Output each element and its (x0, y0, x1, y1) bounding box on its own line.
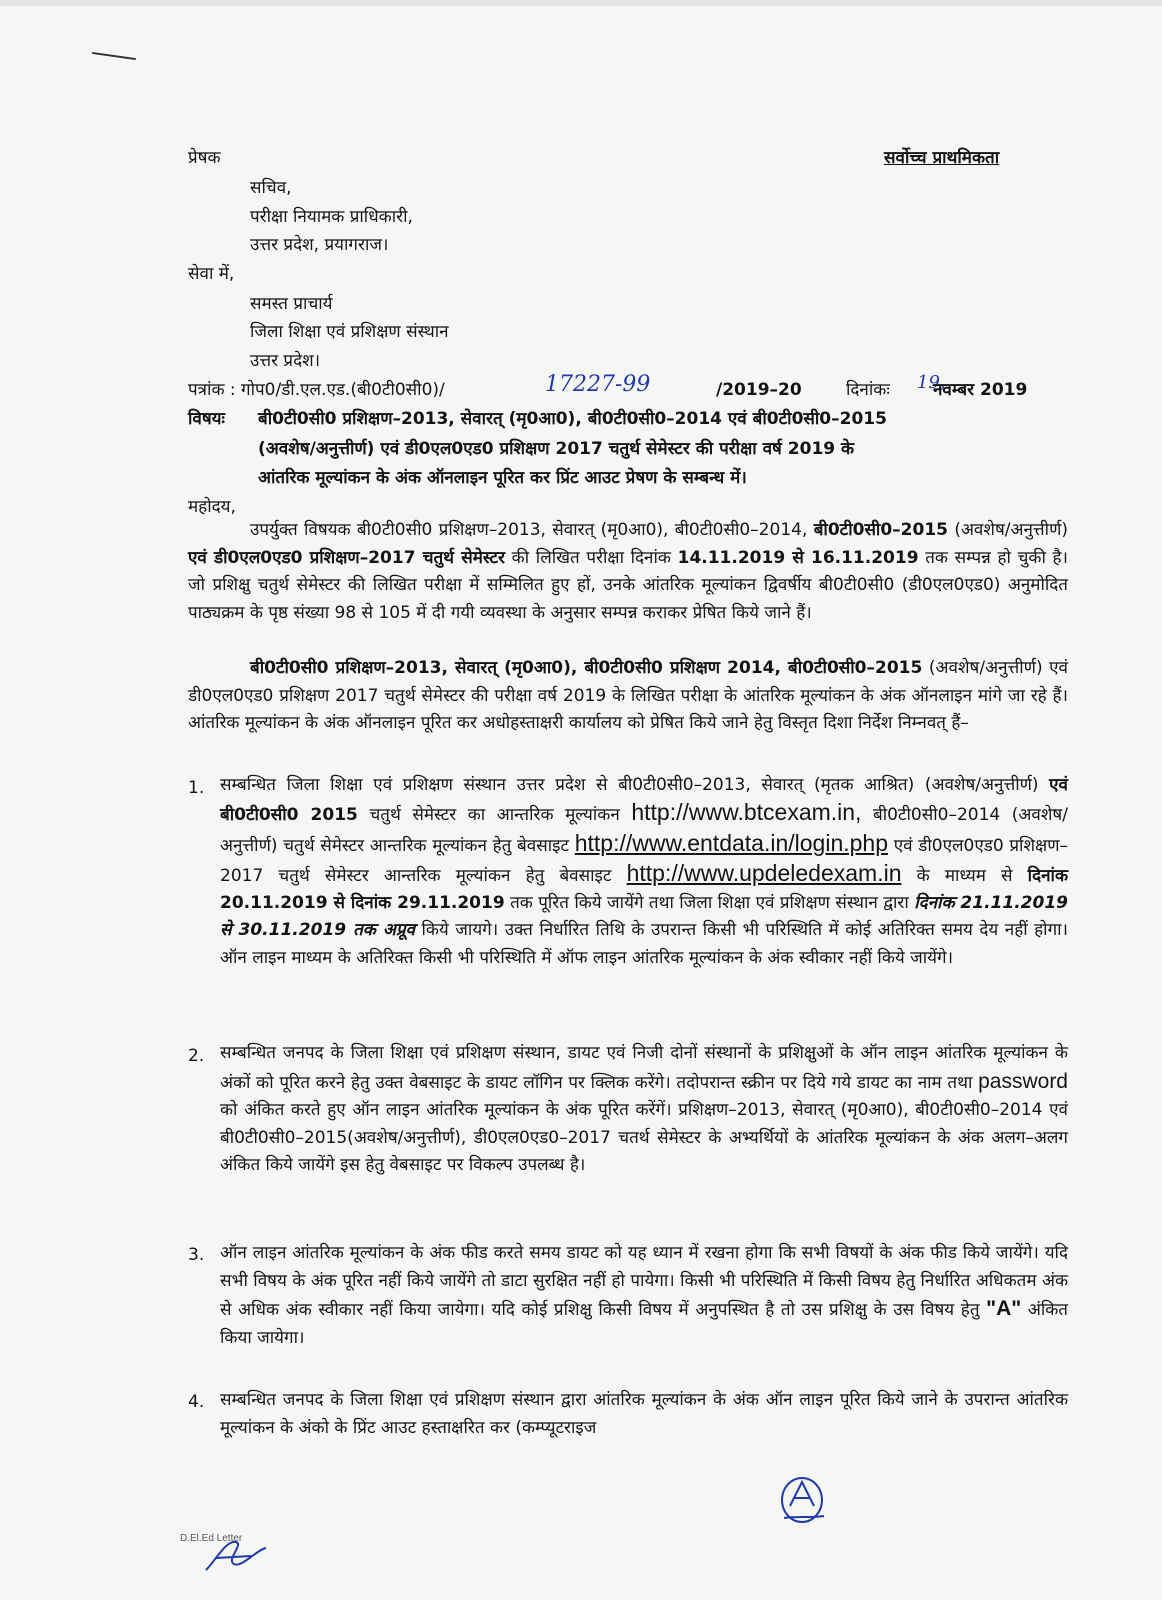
updeledexam-link[interactable]: http://www.updeledexam.in (626, 859, 902, 886)
subject-label: विषयः (188, 409, 225, 429)
ref-number: 17227-99 (545, 372, 651, 397)
date-day: 19, (917, 372, 946, 393)
para2-text-b: (अवशेष/अनुत्तीर्ण) एवं डी0एल0एड0 प्रशिक्षण 2017 चतुर्थ सेमेस्टर की परीक्षा वर्ष 2019 के लिखित परीक्षा के आंतरिक मूल्यांकन के अंक ऑनलाइन मांगे जा रहे हैं। आंतरिक मूल्यांकन के अंक ऑनलाइन पूरित कर अधोहस्ताक्षरी कार्यालय को प्रेषित किये जाने हेतु विस्तृत दिशा निर्देश निम्नवत् हैं– (188, 658, 1069, 734)
item-1-number: 1. (188, 778, 205, 798)
subject-text-1: बी0टी0सी0 प्रशिक्षण–2013, सेवारत् (मृ0आ0), बी0टी0सी0–2014 एवं बी0टी0सी0–2015 (258, 409, 887, 429)
btcexam-link[interactable]: http://www.btcexam.in, (631, 799, 862, 826)
sender-line-1: सचिव, (250, 178, 292, 198)
pen-mark (92, 52, 136, 60)
recipient-line-1: समस्त प्राचार्य (250, 294, 333, 314)
para1-bold-f: 14.11.2019 से 16.11.2019 (677, 547, 919, 568)
ref-year: /2019–20 (716, 380, 802, 400)
item-3-number: 3. (188, 1245, 205, 1265)
entdata-link[interactable]: http://www.entdata.in/login.php (574, 829, 888, 856)
sender-line-3: उत्तर प्रदेश, प्रयागराज। (250, 235, 389, 255)
initials-signature (196, 1530, 286, 1580)
to-label: सेवा में, (188, 264, 235, 284)
item-4-number: 4. (188, 1392, 205, 1412)
para2-bold-a: बी0टी0सी0 प्रशिक्षण–2013, सेवारत् (मृ0आ0), बी0टी0सी0 प्रशिक्षण 2014, बी0टी0सी0–2015 (250, 658, 923, 678)
item-2-number: 2. (188, 1046, 205, 1066)
date-rest: नवम्बर 2019 (933, 380, 1028, 400)
item3-text-b: अंकित किया जायेगा। (220, 1300, 1068, 1348)
file-label: D.El.Ed Letter (180, 1533, 243, 1544)
item1-text-a: सम्बन्धित जिला शिक्षा एवं प्रशिक्षण संस्थान उत्तर प्रदेश से बी0टी0सी0–2013, सेवारत् (मृतक आश्रित) (अवशेष/अनुत्तीर्ण) (220, 775, 1050, 795)
para1-text-g: तक सम्पन्न हो चुकी है। जो प्रशिक्षु चतुर्थ सेमेस्टर की लिखित परीक्षा में सम्मिलित हुए हों, उनके आंतरिक मूल्यांकन द्विवर्षीय बी0टी0सी0 (डी0एल0एड0) अनुमोदित पाठ्यक्रम के पृष्ठ संख्या 98 से 105 में दी गयी व्यवस्था के अनुसार सम्पन्न कराकर प्रेषित किये जाने हैं। (188, 547, 1068, 623)
subject-line-1 (258, 407, 1066, 431)
salutation: महोदय, (188, 497, 236, 517)
recipient-line-3: उत्तर प्रदेश। (250, 351, 321, 371)
item-3-text (220, 1239, 1068, 1352)
para1-text-a: उपर्युक्त विषयक बी0टी0सी0 प्रशिक्षण–2013, सेवारत् (मृ0आ0), बी0टी0सी0–2014, (250, 520, 808, 540)
item4-text-a: सम्बन्धित जनपद के जिला शिक्षा एवं प्रशिक्षण संस्थान द्वारा आंतरिक मूल्यांकन के अंक ऑन लाइन पूरित किये जाने के उपरान्त आंतरिक मूल्यांकन के अंको के प्रिंट आउट हस्ताक्षरित कर (कम्प्यूटराइज (220, 1390, 1068, 1438)
item-1-text (220, 772, 1068, 972)
para1-text-e: की लिखित परीक्षा दिनांक (505, 547, 678, 568)
paragraph-2 (188, 655, 1068, 738)
para1-text-c: (अवशेष/अनुत्तीर्ण) (947, 520, 1068, 540)
item1-text-e: एवं डी0एल0एड0 प्रशिक्षण–2017 चतुर्थ सेमेस्टर आन्तरिक मूल्यांकन हेतु बेवसाइट (220, 835, 1068, 886)
absent-mark: "A" (986, 1297, 1022, 1320)
subject-line-2 (258, 437, 1066, 461)
item2-text-a: सम्बन्धित जनपद के जिला शिक्षा एवं प्रशिक्षण संस्थान, डायट एवं निजी दोनों संस्थानों के प्रशिक्षुओं के ऑन लाइन आंतरिक मूल्यांकन के अंकों को पूरित करने हेतु उक्त वेबसाइट के डायट लॉगिन पर क्लिक करेंगे। तदोपरान्त स्क्रीन पर दिये गये डायट का नाम तथा (220, 1043, 1068, 1093)
item1-bold-b: एवं बी0टी0सी0 2015 (220, 775, 1068, 826)
officer-signature (772, 1470, 832, 1530)
item1-text-j: किये जायगे। उक्त निर्धारित तिथि के उपरान्त किसी भी परिस्थिति में कोई अतिरिक्त समय देय नहीं होगा। ऑन लाइन माध्यम के अतिरिक्त किसी भी परिस्थिति में ऑफ लाइन आंतरिक मूल्यांकन के अंक स्वीकार नहीं किये जायेंगे। (220, 920, 1068, 968)
scan-edge (0, 0, 1162, 6)
para1-bold-d: एवं डी0एल0एड0 प्रशिक्षण–2017 चतुर्थ सेमेस्टर (188, 547, 506, 568)
priority-label: सर्वोच्च प्राथमिकता (884, 148, 1000, 168)
item1-text-f: के माध्यम से (901, 865, 1028, 886)
ref-label: पत्रांक : गोप0/डी.एल.एड.(बी0टी0सी0)/ (188, 380, 445, 400)
para1-bold-b: बी0टी0सी0–2015 (813, 520, 948, 540)
item2-text-b: को अंकित करते हुए ऑन लाइन आंतरिक मूल्यांकन के अंक पूरित करेंगें। प्रशिक्षण–2013, सेवारत् (मृ0आ0), बी0टी0सी0–2014 एवं बी0टी0सी0–2015(अवशेष/अनुत्तीर्ण), डी0एल0एड0–2017 चतर्थ सेमेस्टर के अभ्यर्थियों के आंतरिक मूल्यांकन के अंक अलग–अलग अंकित किये जायेंगे इस हेतु वेबसाइट पर विकल्प उपलब्ध है। (220, 1100, 1068, 1176)
sender-label: प्रेषक (188, 148, 221, 168)
subject-line-3: आंतरिक मूल्यांकन के अंक ऑनलाइन पूरित कर प्रिंट आउट प्रेषण के सम्बन्ध में। (258, 468, 747, 488)
item1-text-d: बी0टी0सी0–2014 (अवशेष/अनुत्तीर्ण) चतुर्थ सेमेस्टर आन्तरिक मूल्यांकन हेतु बेवसाइट (220, 805, 1068, 856)
paragraph-1 (188, 517, 1068, 627)
sender-line-2: परीक्षा नियामक प्राधिकारी, (250, 207, 413, 227)
item1-bolditalic-i: दिनांक 21.11.2019 से 30.11.2019 तक अप्रूव (220, 893, 1068, 941)
subject-text-2: (अवशेष/अनुत्तीर्ण) एवं डी0एल0एड0 प्रशिक्षण 2017 चतुर्थ सेमेस्टर की परीक्षा वर्ष 2019 के (258, 439, 855, 459)
password-word: password (978, 1069, 1068, 1093)
item-2-text (220, 1040, 1068, 1180)
item1-text-c: चतुर्थ सेमेस्टर का आन्तरिक मूल्यांकन (357, 805, 632, 826)
item1-text-h: तक पूरित किये जायेंगे तथा जिला शिक्षा एवं प्रशिक्षण संस्थान द्वारा (504, 893, 915, 914)
item3-text-a: ऑन लाइन आंतरिक मूल्यांकन के अंक फीड करते समय डायट को यह ध्यान में रखना होगा कि सभी विषयों के अंक फीड किये जायेंगे। यदि सभी विषय के अंक पूरित नहीं किये जायेंगे तो डाटा सुरक्षित नहीं हो पायेगा। किसी भी परिस्थिति में किसी विषय हेतु निर्धारित अधिकतम अंक से अधिक अंक स्वीकार नहीं किया जायेगा। यदि कोई प्रशिक्षु किसी विषय में अनुपस्थित है तो उस प्रशिक्षु के उस विषय हेतु (220, 1243, 1068, 1320)
recipient-line-2: जिला शिक्षा एवं प्रशिक्षण संस्थान (250, 322, 449, 342)
item1-bold-g: दिनांक 20.11.2019 से दिनांक 29.11.2019 (220, 865, 1068, 914)
item-4-text (220, 1386, 1068, 1442)
date-label: दिनांकः (846, 380, 890, 400)
